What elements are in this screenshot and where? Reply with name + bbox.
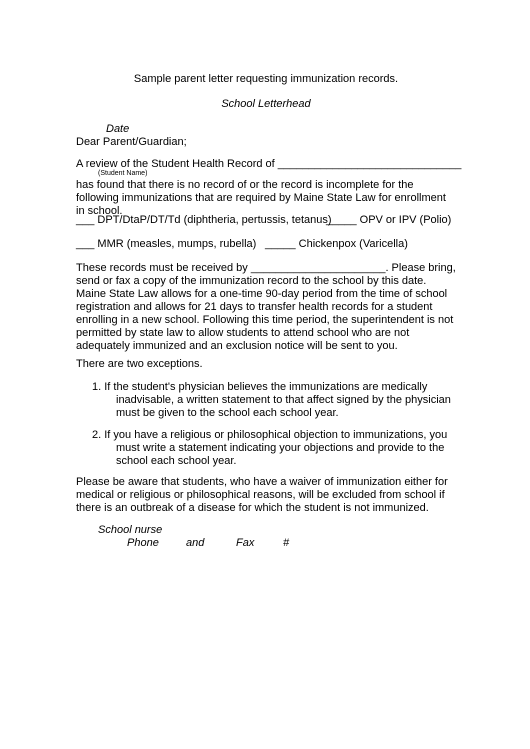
exception-item-2	[92, 429, 462, 468]
student-name-label: (Student Name)	[98, 170, 148, 177]
signature-number-sign: #	[283, 537, 290, 549]
exceptions-intro: There are two exceptions.	[76, 358, 203, 370]
signature-school-nurse: School nurse	[98, 524, 163, 536]
exception-continuation: inadvisable, a written statement to that affect signed by the physician must be given to the school each school year.	[116, 394, 451, 419]
letterhead-placeholder: School Letterhead	[221, 98, 311, 110]
signature-phone: Phone	[127, 537, 159, 549]
date-placeholder: Date	[106, 123, 130, 135]
salutation: Dear Parent/Guardian;	[76, 136, 187, 148]
immunization-opv: _____ OPV or IPV (Polio)	[326, 214, 452, 226]
signature-and: and	[186, 537, 205, 549]
records-paragraph: These records must be received by ______________________. Please bring, send or fax a copy of the immunization record to the school by this date. Maine State Law allows for a one-time 90-day period from the time of school registration and allows for 21 days to transfer health records for a student enrolling in a new school. Following this time period, the superintendent is not permitted by state law to allow students to attend school who are not adequately immunized and an exclusion notice will be sent to you.	[76, 262, 456, 352]
exception-number: 2.	[92, 429, 102, 441]
exception-continuation: must write a statement indicating your objections and provide to the school each school year.	[116, 442, 445, 467]
review-line: A review of the Student Health Record of ______________________________	[76, 158, 462, 170]
page-title: Sample parent letter requesting immunization records.	[133, 73, 399, 85]
exception-first-line: If you have a religious or philosophical objection to immunizations, you	[104, 429, 448, 441]
exception-first-line: If the student's physician believes the immunizations are medically	[104, 381, 428, 393]
immunization-mmr: ___ MMR (measles, mumps, rubella)	[76, 238, 257, 250]
immunization-chickenpox: _____ Chickenpox (Varicella)	[265, 238, 408, 250]
signature-fax: Fax	[236, 537, 255, 549]
immunization-dpt: ___ DPT/DtaP/DT/Td (diphtheria, pertussis, tetanus)	[76, 214, 332, 226]
found-paragraph: has found that there is no record of or the record is incomplete for the following immunizations that are required by Maine State Law for enrollment in school.	[76, 179, 446, 217]
exception-number: 1.	[92, 381, 102, 393]
closing-paragraph: Please be aware that students, who have a waiver of immunization either for medical or religious or philosophical reasons, will be excluded from school if there is an outbreak of a disease for which the student is not immunized.	[76, 476, 448, 514]
exception-item-1	[92, 381, 462, 420]
